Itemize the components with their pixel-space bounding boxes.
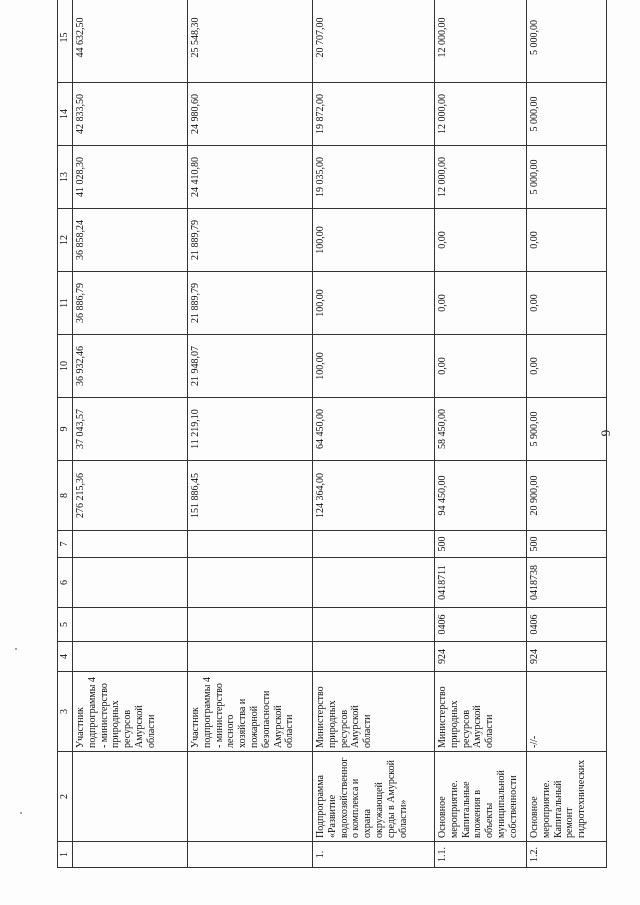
table-row (188, 0, 313, 868)
cell-csr (313, 558, 435, 608)
column-header: 4 (58, 642, 73, 672)
cell-grbs (188, 642, 313, 672)
cell-csr: 0418711 (435, 558, 527, 608)
cell-total: 94 450,00 (435, 461, 527, 531)
cell-executor: -//- (527, 672, 607, 752)
cell-program (73, 752, 188, 842)
cell-year-value: 0,00 (435, 272, 527, 335)
cell-year-value: 5 000,00 (527, 0, 607, 83)
cell-year-value: 21 889,79 (188, 209, 313, 272)
cell-year-value: 36 886,79 (73, 272, 188, 335)
cell-vr (188, 531, 313, 558)
cell-program: Подпрограмма «Развитие водохозяйственного комплекса и охрана окружающей среды в Амурской области» (313, 752, 435, 842)
column-header: 6 (58, 558, 73, 608)
cell-grbs (73, 642, 188, 672)
cell-total: 151 886,45 (188, 461, 313, 531)
cell-csr (188, 558, 313, 608)
column-header: 13 (58, 146, 73, 209)
cell-year-value: 19 872,00 (313, 83, 435, 146)
column-header: 1 (58, 842, 73, 868)
header-row (58, 0, 73, 868)
cell-csr (73, 558, 188, 608)
cell-year-value: 0,00 (527, 335, 607, 398)
table-row (527, 0, 607, 868)
cell-year-value: 41 028,30 (73, 146, 188, 209)
cell-executor: Министерство природных ресурсов Амурской области (435, 672, 527, 752)
cell-year-value: 12 000,00 (435, 0, 527, 83)
column-header: 8 (58, 461, 73, 531)
cell-grbs: 924 (527, 642, 607, 672)
table-row (435, 0, 527, 868)
cell-year-value: 11 219,10 (188, 398, 313, 461)
cell-year-value: 0,00 (435, 209, 527, 272)
cell-year-value: 100,00 (313, 272, 435, 335)
cell-rzpr (313, 608, 435, 642)
cell-total: 124 364,00 (313, 461, 435, 531)
cell-year-value: 64 450,00 (313, 398, 435, 461)
column-header: 2 (58, 752, 73, 842)
cell-rzpr: 0406 (527, 608, 607, 642)
cell-total: 20 900,00 (527, 461, 607, 531)
column-header: 7 (58, 531, 73, 558)
cell-year-value: 12 000,00 (435, 83, 527, 146)
column-header: 9 (58, 398, 73, 461)
column-header: 10 (58, 335, 73, 398)
cell-year-value: 12 000,00 (435, 146, 527, 209)
column-header: 14 (58, 83, 73, 146)
cell-year-value: 25 548,30 (188, 0, 313, 83)
table-row (73, 0, 188, 868)
cell-year-value: 24 980,60 (188, 83, 313, 146)
cell-year-value: 5 000,00 (527, 146, 607, 209)
scan-speck (20, 812, 22, 814)
cell-csr: 0418738 (527, 558, 607, 608)
cell-number: 1.2. (527, 842, 607, 868)
cell-rzpr (73, 608, 188, 642)
cell-grbs (313, 642, 435, 672)
cell-rzpr: 0406 (435, 608, 527, 642)
cell-year-value: 21 889,79 (188, 272, 313, 335)
cell-rzpr (188, 608, 313, 642)
cell-total: 276 215,36 (73, 461, 188, 531)
cell-program (188, 752, 313, 842)
cell-year-value: 5 900,00 (527, 398, 607, 461)
page-number: 6 (598, 429, 614, 437)
cell-year-value: 0,00 (527, 209, 607, 272)
cell-year-value: 42 833,50 (73, 83, 188, 146)
cell-vr: 500 (527, 531, 607, 558)
cell-program: Основное мероприятие. Капитальные вложения в объекты муниципальной собственности (435, 752, 527, 842)
cell-executor: Участник подпрограммы 4 - министерство природных ресурсов Амурской области (73, 672, 188, 752)
cell-year-value: 100,00 (313, 335, 435, 398)
cell-year-value: 0,00 (435, 335, 527, 398)
cell-executor: Министерство природных ресурсов Амурской области (313, 672, 435, 752)
cell-executor: Участник подпрограммы 4 - министерство лесного хозяйства и пожарной безопасности Амурской области (188, 672, 313, 752)
column-header: 3 (58, 672, 73, 752)
cell-year-value: 20 707,00 (313, 0, 435, 83)
cell-year-value: 37 043,57 (73, 398, 188, 461)
scan-speck (15, 648, 17, 650)
cell-number (73, 842, 188, 868)
cell-number (188, 842, 313, 868)
column-header: 11 (58, 272, 73, 335)
cell-number: 1. (313, 842, 435, 868)
cell-year-value: 36 932,46 (73, 335, 188, 398)
cell-vr (313, 531, 435, 558)
cell-year-value: 21 948,07 (188, 335, 313, 398)
cell-year-value: 0,00 (527, 272, 607, 335)
table-row (313, 0, 435, 868)
cell-year-value: 19 035,00 (313, 146, 435, 209)
cell-year-value: 58 450,00 (435, 398, 527, 461)
cell-year-value: 5 000,00 (527, 83, 607, 146)
rotated-table-wrapper (57, 17, 612, 868)
column-header: 15 (58, 0, 73, 83)
cell-vr (73, 531, 188, 558)
column-header: 5 (58, 608, 73, 642)
cell-year-value: 36 858,24 (73, 209, 188, 272)
cell-number: 1.1. (435, 842, 527, 868)
cell-year-value: 100,00 (313, 209, 435, 272)
cell-vr: 500 (435, 531, 527, 558)
column-header: 12 (58, 209, 73, 272)
cell-grbs: 924 (435, 642, 527, 672)
cell-year-value: 44 632,50 (73, 0, 188, 83)
cell-year-value: 24 410,80 (188, 146, 313, 209)
cell-program: Основное мероприятие. Капитальный ремонт гидротехнических (527, 752, 607, 842)
budget-table (57, 0, 607, 868)
